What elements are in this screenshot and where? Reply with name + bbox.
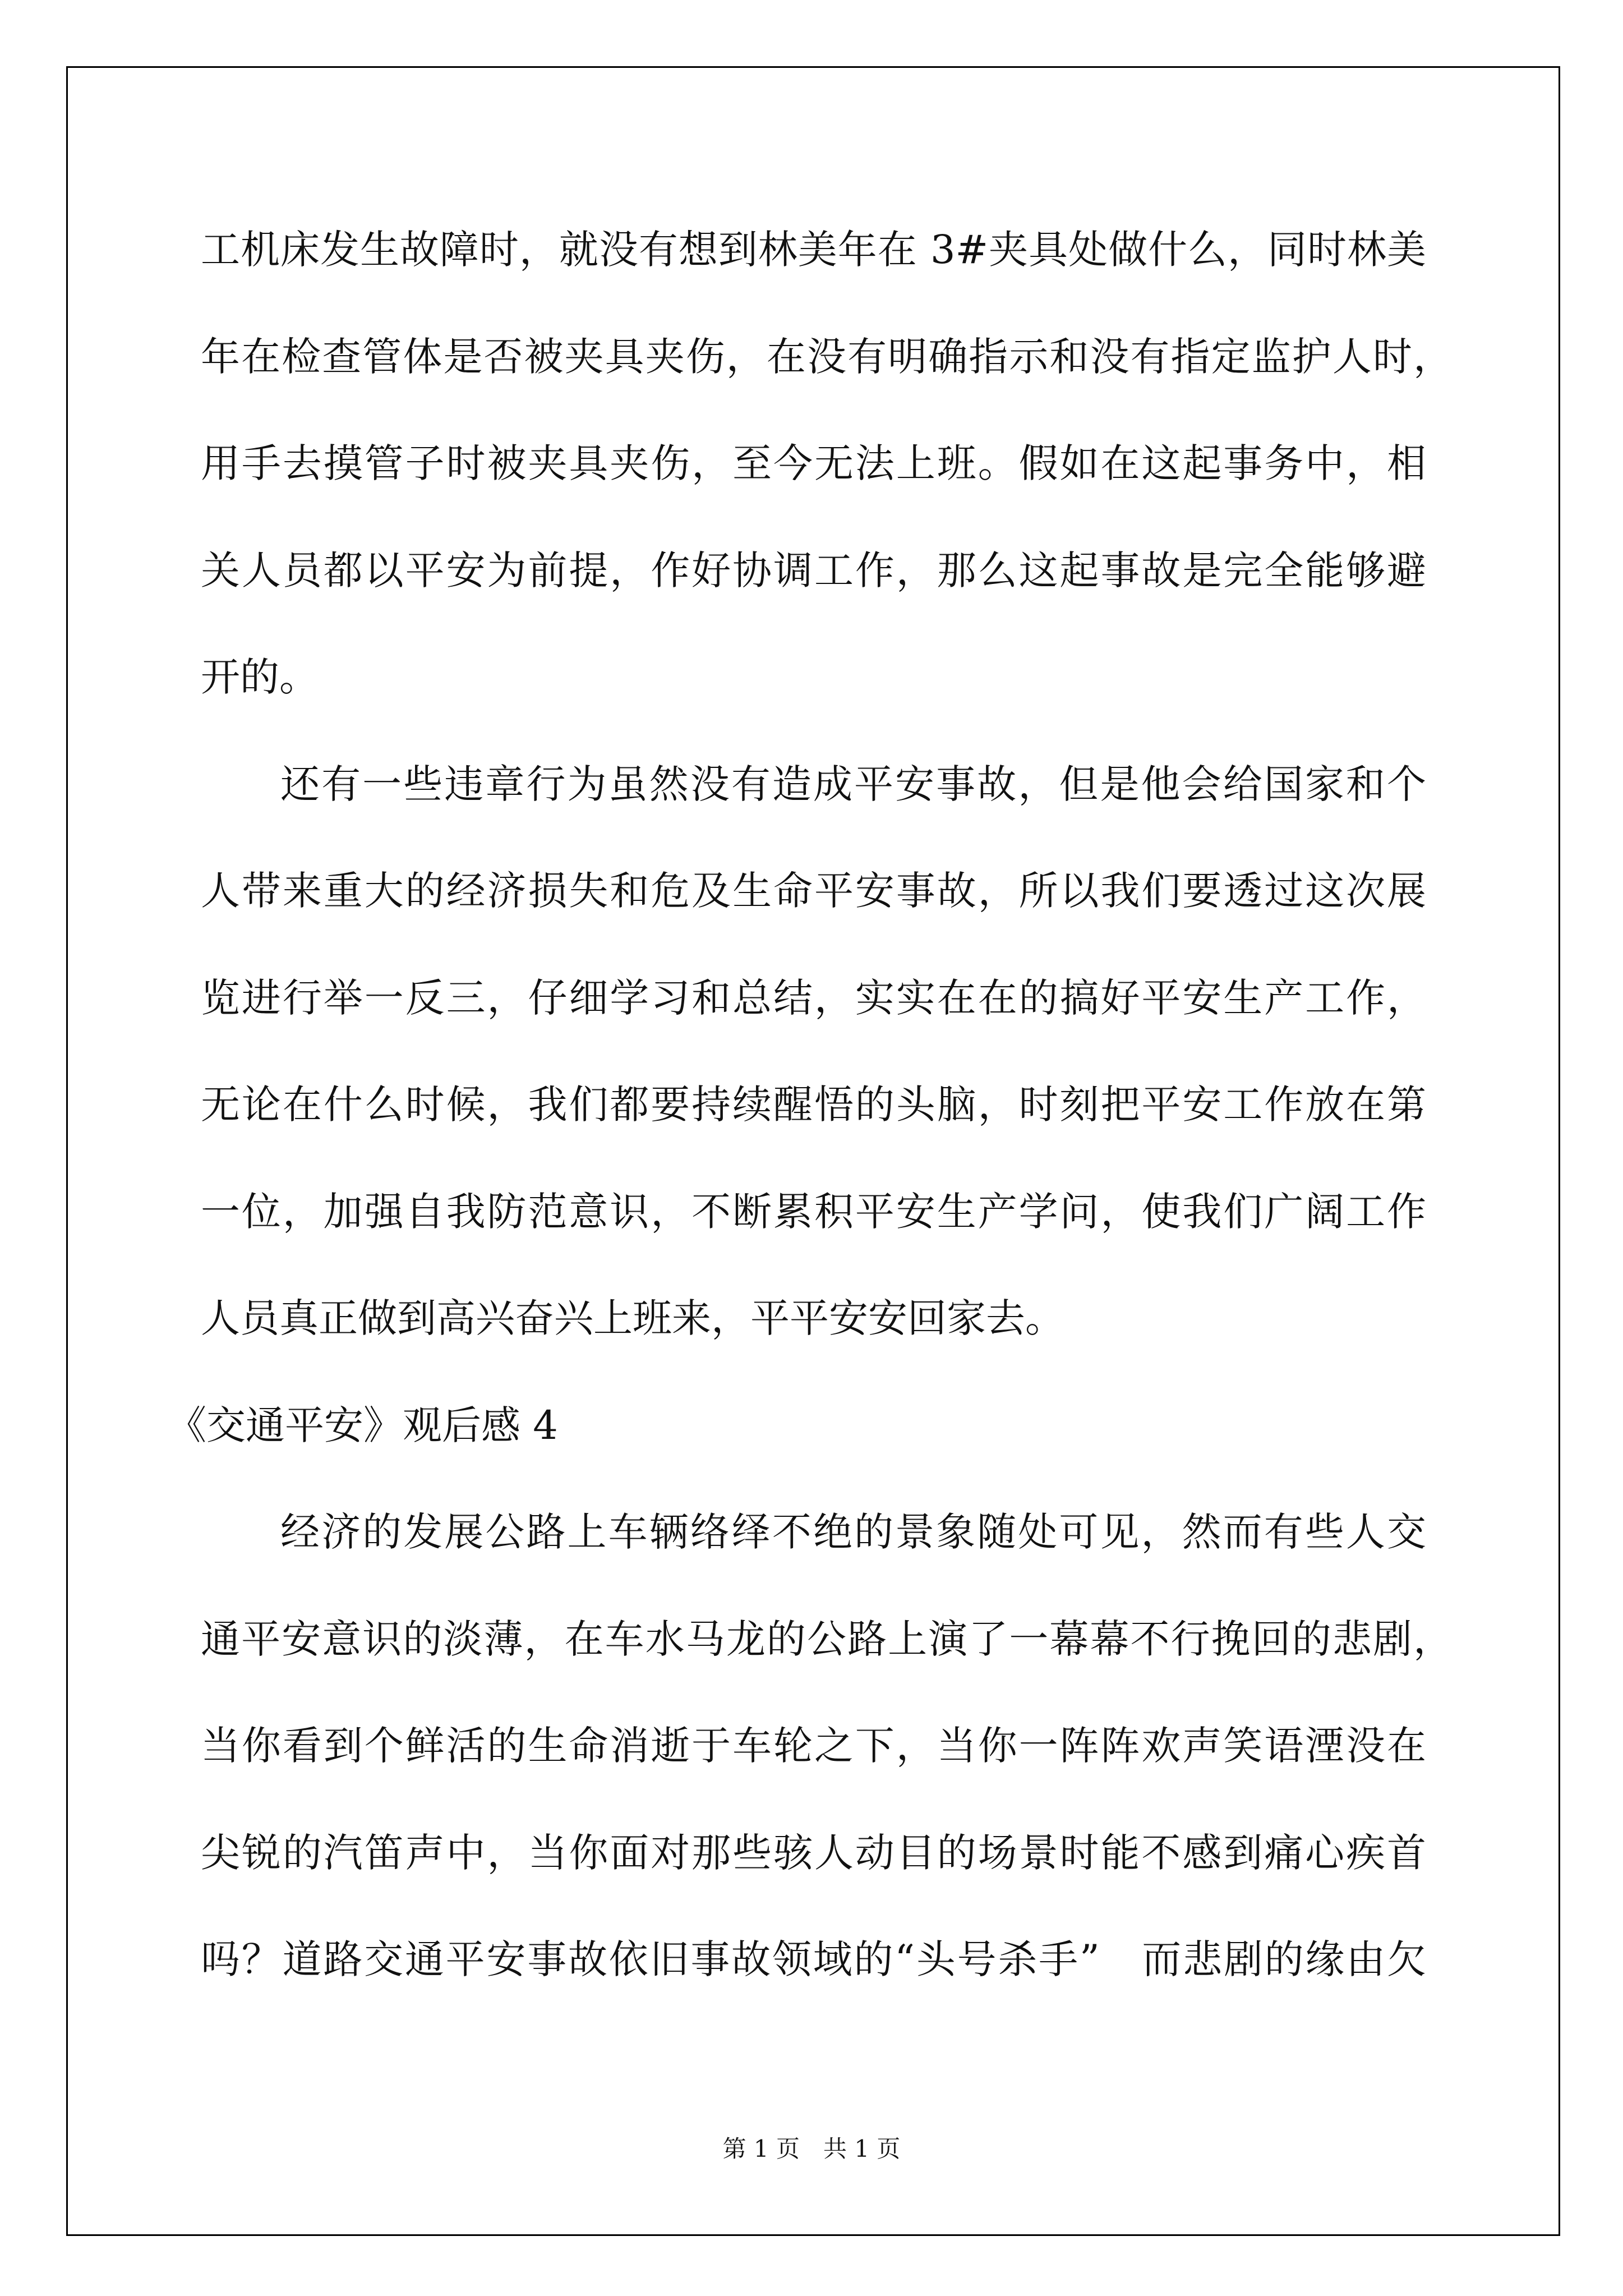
paragraph-1-line: 关人员都以平安为前提，作好协调工作，那么这起事故是完全能够避 [201,547,1426,593]
paragraph-3-line: 尖锐的汽笛声中，当你面对那些骇人动目的场景时能不感到痛心疾首 [201,1829,1426,1876]
paragraph-3-line: 吗？道路交通平安事故依旧事故领域的“头号杀手” 而悲剧的缘由欠 [201,1936,1426,1982]
paragraph-1-line: 年在检查管体是否被夹具夹伤，在没有明确指示和没有指定监护人时， [201,333,1453,380]
paragraph-1-line: 工机床发生故障时，就没有想到林美年在 3#夹具处做什么，同时林美 [201,227,1426,273]
paragraph-2-line: 无论在什么时候，我们都要持续醒悟的头脑，时刻把平安工作放在第 [201,1082,1426,1128]
paragraph-2-line: 人员真正做到高兴奋兴上班来，平平安安回家去。 [201,1295,1064,1341]
paragraph-1-line: 用手去摸管子时被夹具夹伤，至今无法上班。假如在这起事务中，相 [201,440,1426,486]
paragraph-1-line: 开的。 [201,654,319,700]
paragraph-3-line: 经济的发展公路上车辆络绎不绝的景象随处可见，然而有些人交 [280,1509,1426,1555]
paragraph-2-line: 人带来重大的经济损失和危及生命平安事故，所以我们要透过这次展 [201,868,1426,914]
paragraph-2-line: 还有一些违章行为虽然没有造成平安事故，但是他会给国家和个 [280,761,1426,807]
paragraph-3-line: 当你看到个鲜活的生命消逝于车轮之下，当你一阵阵欢声笑语湮没在 [201,1723,1426,1769]
section-heading: 《交通平安》观后感 4 [167,1402,558,1448]
paragraph-3-line: 通平安意识的淡薄，在车水马龙的公路上演了一幕幕不行挽回的悲剧， [201,1616,1453,1662]
paragraph-2-line: 一位，加强自我防范意识，不断累积平安生产学问，使我们广阔工作 [201,1188,1426,1235]
paragraph-2-line: 览进行举一反三，仔细学习和总结，实实在在的搞好平安生产工作， [201,974,1426,1021]
document-body [167,196,1457,2013]
page-number-footer: 第 1 页 共 1 页 [722,2135,901,2162]
